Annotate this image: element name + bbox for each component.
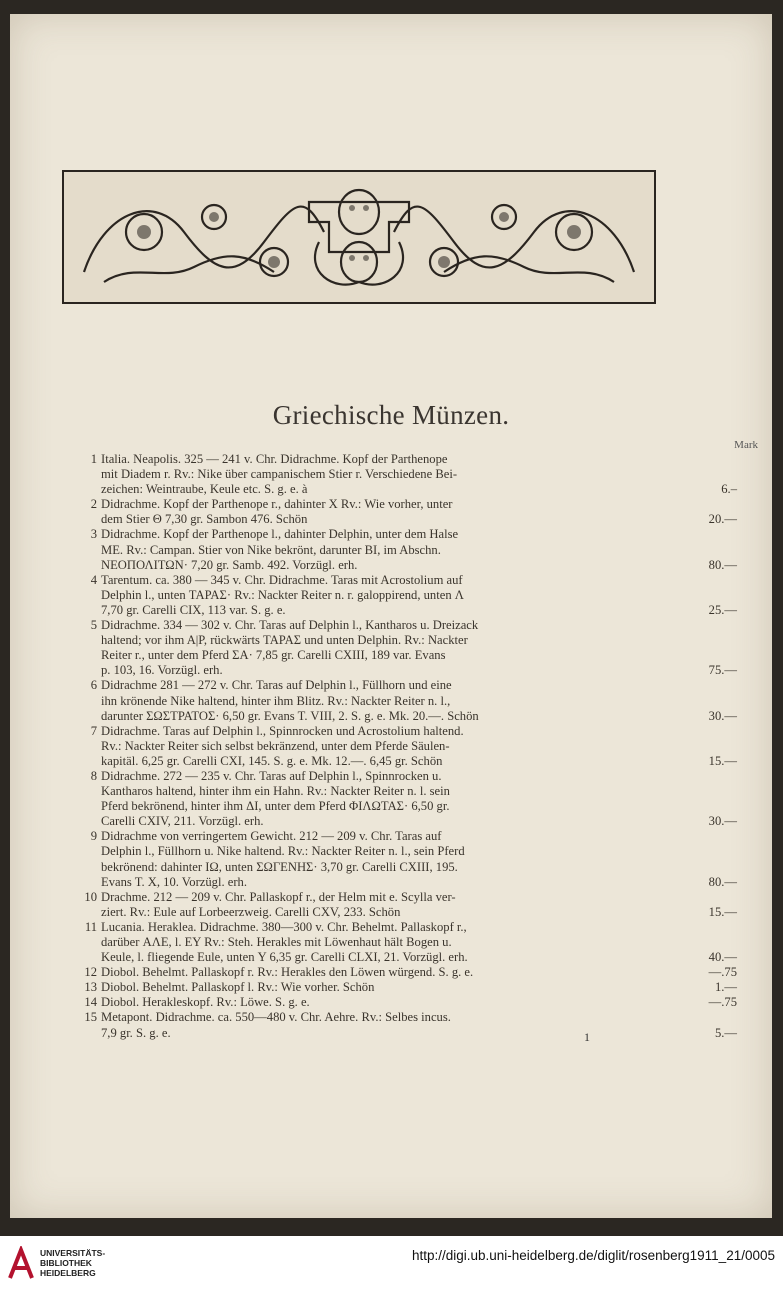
entry-number bbox=[72, 482, 101, 497]
entry-price bbox=[697, 573, 737, 588]
entry-number: 13 bbox=[84, 980, 97, 995]
entry-price bbox=[697, 497, 737, 512]
entry-line bbox=[72, 965, 737, 980]
entry-price bbox=[697, 618, 737, 633]
entry-line bbox=[72, 844, 737, 859]
entry-price bbox=[697, 769, 737, 784]
entry-price bbox=[697, 694, 737, 709]
entry-price bbox=[697, 467, 737, 482]
entry-number bbox=[72, 543, 101, 558]
entry-price: 40.— bbox=[708, 950, 737, 965]
entry-number bbox=[72, 814, 101, 829]
entry-price: 6.– bbox=[721, 482, 737, 497]
entry-number bbox=[72, 558, 101, 573]
catalog-entry bbox=[72, 573, 737, 618]
catalog-entry bbox=[72, 618, 737, 678]
entry-text: Carelli CXIV, 211. Vorzügl. erh. bbox=[101, 814, 264, 829]
entry-number bbox=[72, 694, 101, 709]
entry-price bbox=[697, 648, 737, 663]
entry-text: dem Stier Θ 7,30 gr. Sambon 476. Schön bbox=[101, 512, 308, 527]
entry-line bbox=[72, 558, 737, 573]
entry-price bbox=[697, 527, 737, 542]
entry-number: 4 bbox=[90, 572, 97, 587]
entry-line bbox=[72, 980, 737, 995]
entry-price bbox=[697, 784, 737, 799]
entry-line bbox=[72, 618, 737, 633]
entry-price: 15.— bbox=[708, 753, 737, 768]
entry-price: 80.— bbox=[708, 557, 737, 572]
entry-line bbox=[72, 543, 737, 558]
entry-number bbox=[72, 799, 101, 814]
entry-number: 15 bbox=[84, 1010, 97, 1025]
entry-text: Didrachme. Taras auf Delphin l., Spinnrocken und Acrostolium haltend. bbox=[101, 723, 464, 738]
entry-price bbox=[697, 844, 737, 859]
entry-price: 75.— bbox=[708, 663, 737, 678]
entry-text: Delphin l., Füllhorn u. Nike haltend. Rv.: Nackter Reiter n. l., sein Pferd bbox=[101, 844, 465, 859]
entry-price: 1.— bbox=[714, 980, 737, 995]
entry-text: 7,9 gr. S. g. e. bbox=[101, 1025, 171, 1040]
entry-line bbox=[72, 890, 737, 905]
entry-text: Didrachme. Kopf der Parthenope l., dahinter Delphin, unter dem Halse bbox=[101, 527, 459, 542]
entry-number bbox=[72, 663, 101, 678]
entry-text: Rv.: Nackter Reiter sich selbst bekränzend, unter dem Pferde Säulen- bbox=[101, 738, 450, 753]
entry-text: darunter ΣΩΣΤΡΑΤΟΣ· 6,50 gr. Evans T. VIII, 2. S. g. e. Mk. 20.—. Schön bbox=[101, 708, 479, 723]
library-logo[interactable] bbox=[8, 1246, 105, 1280]
entry-number: 3 bbox=[90, 527, 97, 542]
entry-line bbox=[72, 467, 737, 482]
catalog-entry bbox=[72, 980, 737, 995]
entry-number: 8 bbox=[90, 768, 97, 783]
entry-price: —.75 bbox=[708, 965, 737, 980]
entry-price bbox=[697, 890, 737, 905]
ornament-illustration bbox=[64, 172, 654, 302]
catalog-entry bbox=[72, 829, 737, 889]
catalog-entry bbox=[72, 724, 737, 769]
entry-line bbox=[72, 1010, 737, 1025]
entry-number bbox=[72, 648, 101, 663]
entry-line bbox=[72, 769, 737, 784]
entry-text: Diobol. Herakleskopf. Rv.: Löwe. S. g. e. bbox=[101, 995, 310, 1010]
entry-line bbox=[72, 527, 737, 542]
entry-number bbox=[72, 512, 101, 527]
entry-price: 25.— bbox=[708, 602, 737, 617]
entry-line bbox=[72, 694, 737, 709]
entry-price bbox=[697, 724, 737, 739]
entry-line bbox=[72, 739, 737, 754]
entry-text: Evans T. X, 10. Vorzügl. erh. bbox=[101, 874, 247, 889]
entry-text: Keule, l. fliegende Eule, unten Υ 6,35 gr. Carelli CLXI, 21. Vorzügl. erh. bbox=[101, 950, 468, 965]
entry-text: Diobol. Behelmt. Pallaskopf r. Rv.: Herakles den Löwen würgend. S. g. e. bbox=[101, 965, 474, 980]
entry-text: haltend; vor ihm A|P, rückwärts ΤΑΡΑΣ und unten Delphin. Rv.: Nackter bbox=[101, 633, 468, 648]
entry-price bbox=[697, 452, 737, 467]
entry-number bbox=[72, 844, 101, 859]
library-footer bbox=[0, 1236, 783, 1293]
entry-text: Delphin l., unten ΤΑΡΑΣ· Rv.: Nackter Reiter n. r. galoppirend, unten Λ bbox=[101, 587, 464, 602]
entry-text: Diobol. Behelmt. Pallaskopf l. Rv.: Wie vorher. Schön bbox=[101, 980, 375, 995]
entry-text: Reiter r., unter dem Pferd ΣΑ· 7,85 gr. Carelli CXIII, 189 var. Evans bbox=[101, 648, 446, 663]
entry-line bbox=[72, 573, 737, 588]
entry-number bbox=[72, 784, 101, 799]
catalog-entry bbox=[72, 769, 737, 829]
entry-number bbox=[72, 754, 101, 769]
entry-text: Didrachme 281 — 272 v. Chr. Taras auf Delphin l., Füllhorn und eine bbox=[101, 678, 452, 693]
entry-line bbox=[72, 829, 737, 844]
entry-text: Didrachme. 334 — 302 v. Chr. Taras auf Delphin l., Kantharos u. Dreizack bbox=[101, 618, 479, 633]
entry-price: 30.— bbox=[708, 708, 737, 723]
entry-line bbox=[72, 452, 737, 467]
entry-line bbox=[72, 860, 737, 875]
entry-number: 10 bbox=[84, 889, 97, 904]
entry-text: ΝΕΟΠΟΛΙΤΩΝ· 7,20 gr. Samb. 492. Vorzügl. erh. bbox=[101, 557, 358, 572]
entry-line bbox=[72, 799, 737, 814]
entry-line bbox=[72, 935, 737, 950]
entry-price bbox=[697, 829, 737, 844]
entry-number: 5 bbox=[90, 618, 97, 633]
entry-price bbox=[697, 739, 737, 754]
entry-text: ME. Rv.: Campan. Stier von Nike bekrönt, darunter BI, im Abschn. bbox=[101, 542, 441, 557]
entry-text: p. 103, 16. Vorzügl. erh. bbox=[101, 663, 223, 678]
entry-line bbox=[72, 995, 737, 1010]
entry-text: mit Diadem r. Rv.: Nike über campanischem Stier r. Verschiedene Bei- bbox=[101, 467, 458, 482]
entry-line bbox=[72, 754, 737, 769]
entry-text: Pferd bekrönend, hinter ihm ΔΙ, unter dem Pferd ΦΙΛΩΤΑΣ· 6,50 gr. bbox=[101, 799, 450, 814]
entry-line bbox=[72, 603, 737, 618]
entry-line bbox=[72, 784, 737, 799]
permalink-url[interactable]: http://digi.ub.uni-heidelberg.de/diglit/rosenberg1911_21/0005 bbox=[411, 1248, 775, 1263]
catalog-entry bbox=[72, 1010, 737, 1040]
entry-number bbox=[72, 709, 101, 724]
entry-text: Didrachme. 272 — 235 v. Chr. Taras auf Delphin l., Spinnrocken u. bbox=[101, 768, 442, 783]
entry-line bbox=[72, 1026, 737, 1041]
entry-text: kapitäl. 6,25 gr. Carelli CXI, 145. S. g. e. Mk. 12.—. 6,45 gr. Schön bbox=[101, 753, 443, 768]
entry-number: 14 bbox=[84, 995, 97, 1010]
entry-price bbox=[697, 920, 737, 935]
document-page bbox=[10, 14, 772, 1218]
entry-number bbox=[72, 860, 101, 875]
catalog-entry bbox=[72, 527, 737, 572]
entry-price bbox=[697, 860, 737, 875]
entry-text: zeichen: Weintraube, Keule etc. S. g. e. à bbox=[101, 482, 308, 497]
entry-number: 2 bbox=[90, 497, 97, 512]
library-name: UNIVERSITÄTS- BIBLIOTHEK HEIDELBERG bbox=[40, 1248, 106, 1278]
entry-price bbox=[697, 678, 737, 693]
entry-number bbox=[72, 603, 101, 618]
entry-price: 5.— bbox=[714, 1025, 737, 1040]
entry-line bbox=[72, 875, 737, 890]
entry-number: 7 bbox=[90, 723, 97, 738]
entry-line bbox=[72, 663, 737, 678]
entry-line bbox=[72, 920, 737, 935]
entry-text: Drachme. 212 — 209 v. Chr. Pallaskopf r., der Helm mit e. Scylla ver- bbox=[101, 889, 456, 904]
catalog-entry bbox=[72, 497, 737, 527]
entry-number bbox=[72, 1026, 101, 1041]
entry-price bbox=[697, 543, 737, 558]
catalog-entry bbox=[72, 965, 737, 980]
entry-line bbox=[72, 482, 737, 497]
catalog-entry bbox=[72, 890, 737, 920]
entry-text: Metapont. Didrachme. ca. 550—480 v. Chr. Aehre. Rv.: Selbes incus. bbox=[101, 1010, 451, 1025]
entry-line bbox=[72, 709, 737, 724]
entry-line bbox=[72, 648, 737, 663]
entry-number bbox=[72, 739, 101, 754]
entry-line bbox=[72, 512, 737, 527]
entry-line bbox=[72, 814, 737, 829]
entry-price: 30.— bbox=[708, 814, 737, 829]
entry-text: bekrönend: dahinter ΙΩ, unten ΣΩΓΕΝΗΣ· 3,70 gr. Carelli CXIII, 195. bbox=[101, 859, 458, 874]
entry-line bbox=[72, 724, 737, 739]
entry-number: 11 bbox=[84, 919, 97, 934]
decorative-headpiece bbox=[62, 170, 656, 304]
catalog-entry bbox=[72, 678, 737, 723]
entry-price bbox=[697, 799, 737, 814]
entry-price bbox=[697, 633, 737, 648]
entry-price bbox=[697, 588, 737, 603]
entry-price: —.75 bbox=[708, 995, 737, 1010]
entry-number bbox=[72, 588, 101, 603]
entry-number bbox=[72, 633, 101, 648]
price-column-header: Mark bbox=[734, 439, 758, 451]
entry-line bbox=[72, 497, 737, 512]
entry-line bbox=[72, 950, 737, 965]
entry-text: Lucania. Heraklea. Didrachme. 380—300 v. Chr. Behelmt. Pallaskopf r., bbox=[101, 919, 467, 934]
entry-line bbox=[72, 678, 737, 693]
library-emblem-icon bbox=[8, 1246, 34, 1280]
entry-text: ziert. Rv.: Eule auf Lorbeerzweig. Carelli CXV, 233. Schön bbox=[101, 904, 401, 919]
entry-number bbox=[72, 950, 101, 965]
entry-number: 12 bbox=[84, 965, 97, 980]
entry-number: 6 bbox=[90, 678, 97, 693]
catalog-entry bbox=[72, 920, 737, 965]
entry-text: Italia. Neapolis. 325 — 241 v. Chr. Didrachme. Kopf der Parthenope bbox=[101, 452, 448, 466]
entry-text: Kantharos haltend, hinter ihm ein Hahn. Rv.: Nackter Reiter n. l. sein bbox=[101, 784, 450, 799]
page-title: Griechische Münzen. bbox=[272, 400, 510, 430]
entry-price bbox=[697, 935, 737, 950]
entry-number bbox=[72, 875, 101, 890]
entry-number bbox=[72, 905, 101, 920]
entry-text: 7,70 gr. Carelli CIX, 113 var. S. g. e. bbox=[101, 602, 286, 617]
entry-number bbox=[72, 935, 101, 950]
entry-price: 15.— bbox=[708, 904, 737, 919]
entry-number: 1 bbox=[90, 452, 97, 466]
entry-text: Didrachme. Kopf der Parthenope r., dahinter X Rv.: Wie vorher, unter bbox=[101, 497, 453, 512]
entry-text: Didrachme von verringertem Gewicht. 212 — 209 v. Chr. Taras auf bbox=[101, 829, 442, 844]
entry-price: 20.— bbox=[708, 512, 737, 527]
catalog-entry bbox=[72, 452, 737, 497]
catalog-entries bbox=[72, 452, 737, 1041]
page-number: 1 bbox=[584, 1030, 590, 1044]
entry-price: 80.— bbox=[708, 874, 737, 889]
entry-text: darüber ΑΛΕ, l. ΕΥ Rv.: Steh. Herakles mit Löwenhaut hält Bogen u. bbox=[101, 935, 452, 949]
entry-line bbox=[72, 905, 737, 920]
catalog-entry bbox=[72, 995, 737, 1010]
entry-number: 9 bbox=[90, 829, 97, 844]
entry-line bbox=[72, 588, 737, 603]
entry-price bbox=[697, 1010, 737, 1025]
entry-line bbox=[72, 633, 737, 648]
entry-number bbox=[72, 467, 101, 482]
entry-text: ihn krönende Nike haltend, hinter ihm Blitz. Rv.: Nackter Reiter n. l., bbox=[101, 693, 451, 708]
entry-text: Tarentum. ca. 380 — 345 v. Chr. Didrachme. Taras mit Acrostolium auf bbox=[101, 572, 463, 587]
